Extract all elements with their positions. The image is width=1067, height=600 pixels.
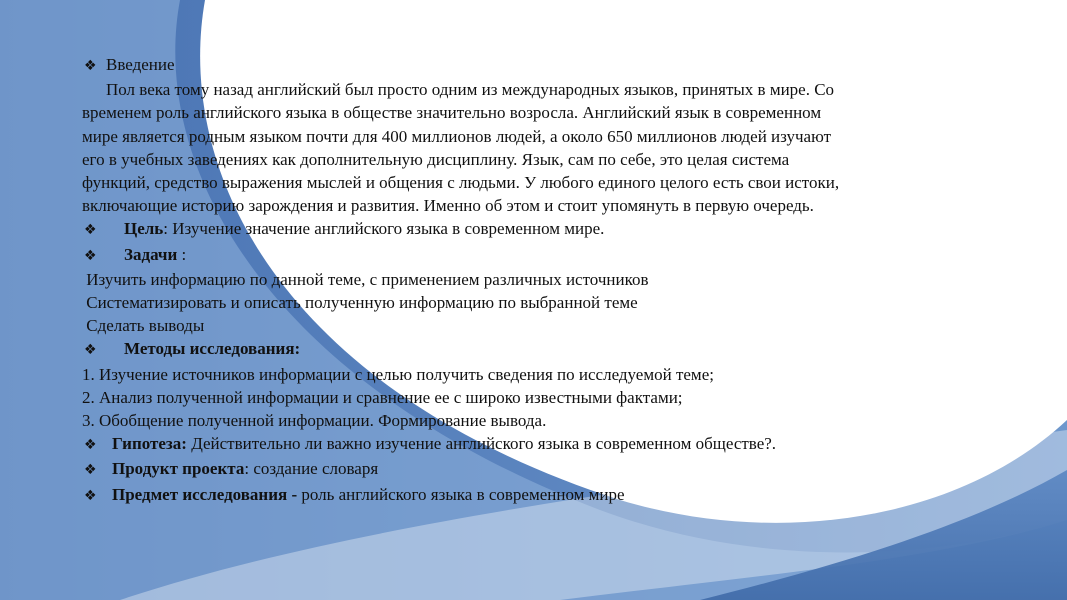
intro-line: его в учебных заведениях как дополнительную дисциплину. Язык, сам по себе, это целая система <box>82 149 790 169</box>
product-label: Продукт проекта <box>112 459 245 479</box>
slide-content <box>82 53 1032 508</box>
diamond-bullet-icon: ❖ <box>84 342 97 359</box>
task-item: Сделать выводы <box>86 316 205 336</box>
hypothesis-text: Действительно ли важно изучение английского языка в современном обществе?. <box>186 434 777 454</box>
tasks-line <box>82 243 1032 268</box>
diamond-bullet-icon: ❖ <box>84 222 97 239</box>
subject-text: роль английского языка в современном мире <box>297 484 625 504</box>
intro-heading-line <box>82 53 1032 78</box>
product-line <box>82 457 1032 482</box>
subject-line <box>82 483 1032 508</box>
methods-label: Методы исследования: <box>124 339 301 359</box>
intro-line: Пол века тому назад английский был просто одним из международных языков, принятых в мире. Со <box>106 80 835 100</box>
task-item: Изучить информацию по данной теме, с применением различных источников <box>86 269 649 289</box>
intro-heading: Введение <box>106 55 175 74</box>
tasks-label: Задачи <box>124 244 178 264</box>
diamond-bullet-icon: ❖ <box>84 247 97 264</box>
diamond-bullet-icon: ❖ <box>84 462 97 479</box>
subject-label: Предмет исследования - <box>112 484 298 504</box>
hypothesis-label: Гипотеза: <box>112 434 187 454</box>
intro-line: временем роль английского языка в обществе значительно возросла. Английский язык в современном <box>82 103 822 123</box>
method-item: 1. Изучение источников информации с целью получить сведения по исследуемой теме; <box>82 364 714 384</box>
intro-line: мире является родным языком почти для 400 миллионов людей, а около 650 миллионов людей изучают <box>82 126 832 146</box>
method-item: 3. Обобщение полученной информации. Формирование вывода. <box>82 411 547 431</box>
task-item: Систематизировать и описать полученную информацию по выбранной теме <box>86 293 638 313</box>
diamond-bullet-icon: ❖ <box>84 487 97 504</box>
product-text: : создание словаря <box>244 459 379 479</box>
diamond-bullet-icon: ❖ <box>84 58 97 74</box>
methods-line <box>82 337 1032 362</box>
goal-line <box>82 217 1032 242</box>
hypothesis-line <box>82 432 1032 457</box>
tasks-suffix: : <box>177 244 187 264</box>
intro-line: функций, средство выражения мыслей и общения с людьми. У любого единого целого есть свои истоки, <box>82 173 840 193</box>
goal-text: : Изучение значение английского языка в современном мире. <box>163 219 605 239</box>
method-item: 2. Анализ полученной информации и сравнение ее с широко известными фактами; <box>82 387 683 407</box>
intro-line: включающие историю зарождения и развития. Именно об этом и стоит упомянуть в первую очередь. <box>82 196 814 216</box>
goal-label: Цель <box>124 219 164 239</box>
diamond-bullet-icon: ❖ <box>84 437 97 454</box>
